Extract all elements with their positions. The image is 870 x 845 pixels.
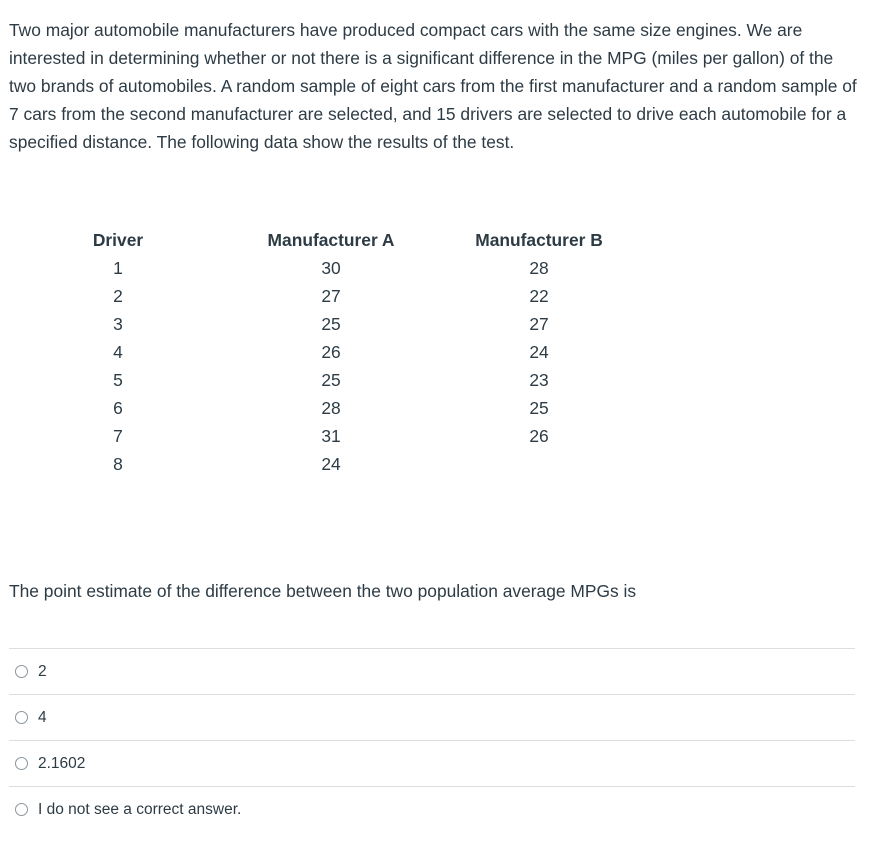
answer-option-2[interactable] (9, 648, 855, 694)
manufacturer-b-cell: 26 (529, 425, 549, 446)
answer-label: 4 (38, 708, 47, 726)
table-row (0, 394, 652, 422)
manufacturer-b-cell: 23 (529, 369, 549, 390)
driver-cell: 4 (113, 341, 123, 362)
table-row (0, 366, 652, 394)
driver-cell: 3 (113, 313, 123, 334)
question-prompt: The point estimate of the difference between the two population average MPGs is (9, 581, 637, 601)
manufacturer-b-cell: 28 (529, 257, 549, 278)
table-row (0, 282, 652, 310)
answer-option-no-correct-answer[interactable] (9, 786, 855, 832)
header-driver: Driver (92, 229, 144, 250)
header-manufacturer-a: Manufacturer A (267, 229, 395, 250)
header-manufacturer-b: Manufacturer B (475, 229, 603, 250)
radio-button-icon[interactable] (15, 757, 28, 770)
manufacturer-a-cell: 26 (321, 341, 341, 362)
manufacturer-a-cell: 25 (321, 369, 341, 390)
question-intro: Two major automobile manufacturers have produced compact cars with the same size engines. We are interested in determining whether or not there is a significant difference in the MPG (miles per gallon) of the two brands of automobiles. A random sample of eight cars from the first manufacturer and a random sample of 7 cars from the second manufacturer are selected, and 15 drivers are selected to drive each automobile for a specified distance. The following data show the results of the test. (9, 20, 857, 152)
table-row (0, 422, 652, 450)
answer-option-4[interactable] (9, 694, 855, 740)
table-row (0, 450, 652, 478)
driver-cell: 1 (113, 257, 123, 278)
manufacturer-a-cell: 27 (321, 285, 341, 306)
answer-label: I do not see a correct answer. (38, 800, 242, 818)
answer-option-2-1602[interactable] (9, 740, 855, 786)
answer-label: 2 (38, 662, 47, 680)
manufacturer-b-cell: 22 (529, 285, 549, 306)
manufacturer-a-cell: 30 (321, 257, 341, 278)
answer-label: 2.1602 (38, 754, 86, 772)
driver-cell: 5 (113, 369, 123, 390)
manufacturer-b-cell: 25 (529, 397, 549, 418)
driver-cell: 2 (113, 285, 123, 306)
manufacturer-a-cell: 28 (321, 397, 341, 418)
manufacturer-a-cell: 25 (321, 313, 341, 334)
data-table (0, 226, 652, 478)
driver-cell: 6 (113, 397, 123, 418)
radio-button-icon[interactable] (15, 803, 28, 816)
radio-button-icon[interactable] (15, 665, 28, 678)
manufacturer-b-cell (426, 450, 652, 478)
manufacturer-a-cell: 24 (321, 453, 341, 474)
radio-button-icon[interactable] (15, 711, 28, 724)
driver-cell: 7 (113, 425, 123, 446)
manufacturer-a-cell: 31 (321, 425, 341, 446)
manufacturer-b-cell: 24 (529, 341, 549, 362)
table-row (0, 310, 652, 338)
table-header-row (0, 226, 652, 254)
manufacturer-b-cell: 27 (529, 313, 549, 334)
table-row (0, 338, 652, 366)
table-row (0, 254, 652, 282)
answer-list (9, 648, 855, 832)
driver-cell: 8 (113, 453, 123, 474)
